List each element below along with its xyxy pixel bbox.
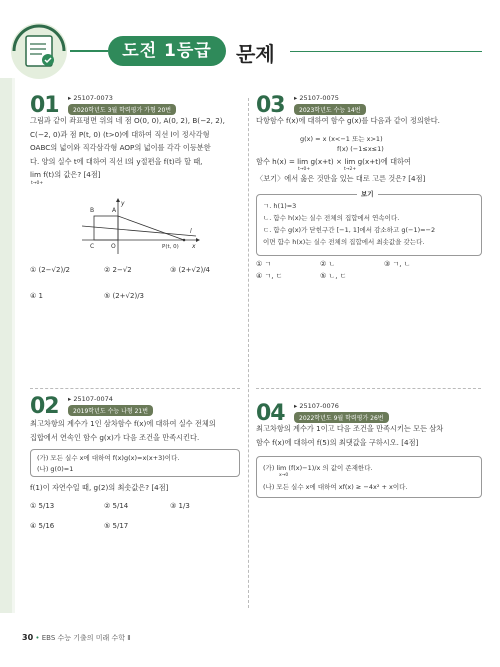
header-rule-right (290, 51, 482, 52)
point-c-label: C (90, 243, 95, 250)
question-source-02: 2019학년도 수능 나형 21번 (68, 405, 153, 416)
question-code-03: ▸ 25107-0075 (294, 94, 339, 102)
limit-subscript-1: t→0+ (298, 167, 311, 172)
condition-b: (나) g(0)=1 (37, 465, 74, 473)
question-source-01: 2020학년도 3월 학력평가 가형 20번 (68, 104, 176, 115)
question-line: C(−2, 0)과 점 P(t, 0) (t>0)에 대하여 직선 l이 정사각형 (30, 129, 210, 139)
point-a-label: A (112, 207, 117, 214)
footer-bullet: • (35, 634, 40, 642)
bogi-item-2: ㄴ. 함수 h(x)는 실수 전체의 집합에서 연속이다. (263, 214, 400, 222)
bogi-box (256, 194, 482, 256)
question-code-01: ▸ 25107-0073 (68, 94, 113, 102)
bogi-label: 보기 (357, 189, 378, 198)
condition-a: (가) 모든 실수 x에 대하여 f(x)g(x)=x(x+3)이다. (37, 454, 180, 462)
choice-3[interactable]: ③ 1/3 (170, 502, 190, 510)
x-axis-label: x (192, 243, 196, 250)
question-number-03: 03 (256, 93, 285, 118)
coordinate-graph (80, 198, 200, 256)
column-divider (248, 98, 249, 608)
limit-subscript-2: t→2+ (344, 167, 357, 172)
question-source-03: 2023학년도 수능 14번 (294, 104, 366, 115)
choice-5[interactable]: ⑤ ㄴ, ㄷ (320, 272, 347, 280)
book-title: EBS 수능 기출의 미래 수학 Ⅱ (41, 634, 131, 642)
question-line: 다. 양의 실수 t에 대하여 직선 l의 y절편을 f(t)라 할 때, (30, 156, 203, 166)
point-b-label: B (90, 207, 95, 214)
choice-2[interactable]: ② 2−√2 (104, 266, 132, 274)
choice-3[interactable]: ③ ㄱ, ㄴ (384, 260, 411, 268)
question-number-04: 04 (256, 401, 285, 426)
definition-h: 함수 h(x) = lim g(x+t) × lim g(x+t)에 대하여 (256, 157, 411, 166)
question-text-04 (256, 422, 482, 449)
question-line: OABC의 넓이와 직각삼각형 AOP의 넓이를 각각 이등분한 (30, 143, 211, 152)
piecewise-line-2: f(x) (−1≤x≤1) (337, 145, 384, 153)
question-line: 최고차항의 계수가 1인 삼차함수 f(x)에 대하여 실수 전체의 (30, 419, 216, 428)
question-number-01: 01 (30, 93, 59, 118)
trophy-icon (8, 20, 70, 82)
question-line: 최고차항의 계수가 1이고 다음 조건을 만족시키는 모든 삼차 (256, 424, 444, 433)
piecewise-line-1: g(x) = x (x<−1 또는 x>1) (300, 135, 383, 143)
left-margin-bar (0, 78, 12, 613)
question-text-03: 다항함수 f(x)에 대하여 함수 g(x)를 다음과 같이 정의한다. (256, 116, 440, 125)
condition-a: (가) lim (f(x)−1)/x 의 값이 존재한다. (263, 464, 373, 472)
section-title: 도전 1등급 (108, 36, 226, 66)
choice-1[interactable]: ① (2−√2)/2 (30, 266, 71, 274)
bogi-item-4: 이면 함수 h(x)는 실수 전체의 집합에서 최솟값을 갖는다. (263, 238, 425, 246)
conditions-box-04 (256, 456, 482, 498)
choice-1[interactable]: ① 5/13 (30, 502, 55, 510)
question-code-04: ▸ 25107-0076 (294, 402, 339, 410)
origin-label: O (111, 243, 116, 250)
bogi-item-3: ㄷ. 함수 g(x)가 닫힌구간 [−1, 1]에서 감소하고 g(−1)=−2 (263, 226, 436, 234)
header-rule-left (70, 50, 108, 52)
question-line: lim f(t)의 값은? [4점] (30, 170, 101, 179)
choice-4[interactable]: ④ 1 (30, 292, 43, 300)
question-source-04: 2022학년도 9월 학력평가 26번 (294, 412, 389, 423)
conditions-box-02 (30, 449, 240, 477)
choice-5[interactable]: ⑤ 5/17 (104, 522, 129, 530)
choice-4[interactable]: ④ ㄱ, ㄷ (256, 272, 283, 280)
question-code-02: ▸ 25107-0074 (68, 395, 113, 403)
choice-5[interactable]: ⑤ (2+√2)/3 (104, 292, 145, 300)
page-number: 30 (22, 633, 34, 642)
row-divider-left (30, 388, 240, 389)
choice-4[interactable]: ④ 5/16 (30, 522, 55, 530)
question-number-02: 02 (30, 394, 59, 419)
question-text-01 (30, 114, 242, 182)
question-prompt-03: 〈보기〉에서 옳은 것만을 있는 대로 고른 것은? [4점] (256, 174, 426, 183)
limit-subscript: t→0+ (31, 181, 44, 186)
page-footer (22, 633, 131, 643)
choice-1[interactable]: ① ㄱ (256, 260, 272, 268)
section-subtitle: 문제 (236, 42, 275, 66)
point-p-label: P(t, 0) (162, 244, 179, 250)
left-margin-bar-inner (12, 78, 15, 613)
row-divider-right (256, 388, 481, 389)
choice-2[interactable]: ② ㄴ (320, 260, 336, 268)
question-line: 집합에서 연속인 함수 g(x)가 다음 조건을 만족시킨다. (30, 432, 200, 442)
y-axis-label: y (121, 200, 125, 207)
choice-2[interactable]: ② 5/14 (104, 502, 129, 510)
question-prompt-02: f(1)이 자연수일 때, g(2)의 최솟값은? [4점] (30, 483, 169, 492)
question-line: 함수 f(x)에 대하여 f(5)의 최댓값을 구하시오. [4점] (256, 437, 419, 447)
bogi-item-1: ㄱ. h(1)=3 (263, 202, 297, 210)
line-l-label: l (190, 228, 192, 235)
question-line: 그림과 같이 좌표평면 위의 네 점 O(0, 0), A(0, 2), B(−2, 2), (30, 116, 225, 125)
question-text-02 (30, 417, 242, 444)
choice-3[interactable]: ③ (2+√2)/4 (170, 266, 211, 274)
limit-subscript: x→0 (279, 473, 289, 478)
condition-b: (나) 모든 실수 x에 대하여 xf(x) ≥ −4x² + x이다. (263, 483, 408, 491)
